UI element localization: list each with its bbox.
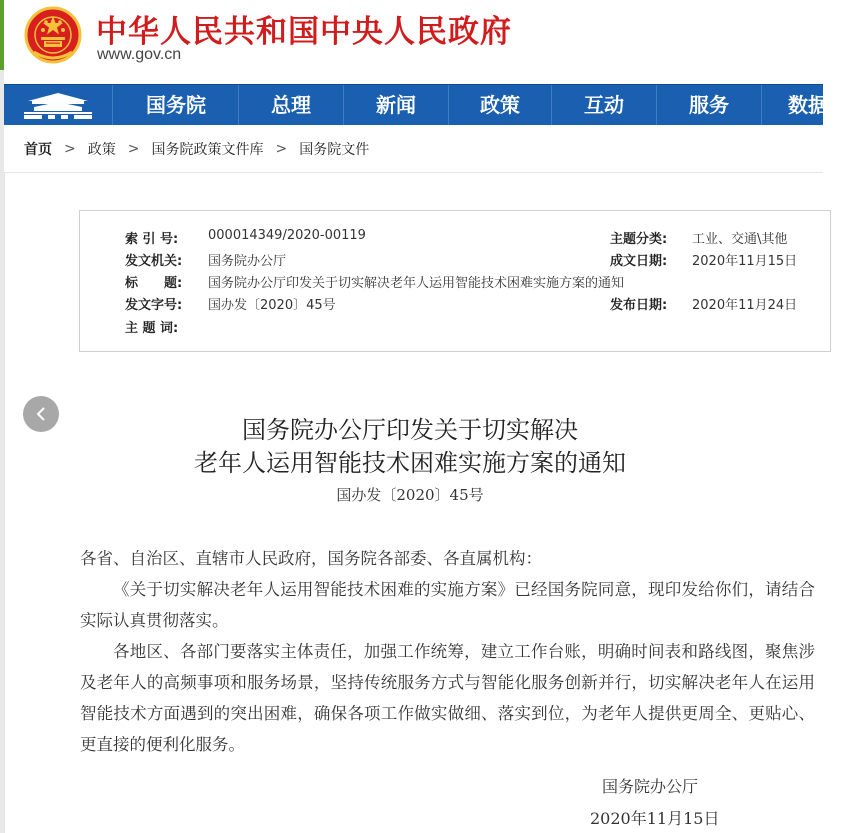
- document-title-line1: 国务院办公厅印发关于切实解决: [242, 416, 578, 444]
- signature-date: 2020年11月15日: [590, 809, 720, 828]
- breadcrumb-separator: >: [64, 141, 76, 157]
- nav-home-logo[interactable]: [4, 85, 113, 125]
- breadcrumb-separator: >: [275, 141, 288, 157]
- nav-item-services[interactable]: 服务: [657, 85, 762, 125]
- nav-item-premier[interactable]: 总理: [239, 85, 344, 125]
- breadcrumb-policy-library[interactable]: 国务院政策文件库: [151, 142, 264, 158]
- breadcrumb-home[interactable]: 首页: [24, 142, 52, 158]
- meta-published-label: 发布日期:: [610, 298, 668, 313]
- content-left-border: [4, 172, 5, 833]
- main-nav: [4, 84, 828, 125]
- breadcrumb-separator: >: [127, 141, 140, 157]
- nav-item-data[interactable]: 数据: [788, 93, 828, 117]
- document-body: [80, 543, 815, 760]
- document-salutation: 各省、自治区、直辖市人民政府，国务院各部委、各直属机构：: [80, 549, 542, 568]
- site-header: [4, 0, 823, 84]
- meta-keywords-label: 主 题 词:: [125, 321, 179, 336]
- tiananmen-icon: [20, 90, 96, 120]
- meta-docnum-value: 国办发〔2020〕45号: [208, 298, 336, 313]
- breadcrumb-policy[interactable]: 政策: [87, 142, 116, 158]
- signature-organization: 国务院办公厅: [602, 777, 699, 796]
- site-title[interactable]: 中华人民共和国中央人民政府: [96, 14, 512, 50]
- meta-title-value: 国务院办公厅印发关于切实解决老年人运用智能技术困难实施方案的通知: [208, 276, 625, 291]
- document-paragraph: 《关于切实解决老年人运用智能技术困难的实施方案》已经国务院同意，现印发给你们，请结合实际认真贯彻落实。: [80, 580, 815, 630]
- meta-topic-value: 工业、交通\其他: [692, 232, 788, 247]
- nav-item-state-council[interactable]: 国务院: [114, 85, 239, 125]
- meta-published-value: 2020年11月24日: [692, 298, 798, 313]
- meta-index-value: 000014349/2020-00119: [208, 228, 366, 243]
- previous-page-button[interactable]: [23, 396, 59, 432]
- document-title: [100, 414, 720, 480]
- meta-issuer-label: 发文机关:: [125, 254, 183, 269]
- meta-index-label: 索 引 号:: [125, 232, 179, 247]
- site-url: www.gov.cn: [97, 46, 182, 63]
- document-paragraph: 各地区、各部门要落实主体责任，加强工作统筹，建立工作台账，明确时间表和路线图，聚焦涉及老年人的高频事项和服务场景，坚持传统服务方式与智能化服务创新并行，切实解决老年人在运用智能技术方面遇到的突出困难，确保各项工作做实做细、落实到位，为老年人提供更周全、更贴心、更直接的便利化服务。: [80, 642, 815, 754]
- nav-item-news[interactable]: 新闻: [344, 85, 449, 125]
- breadcrumb-state-council-docs[interactable]: 国务院文件: [299, 142, 370, 158]
- breadcrumb: [24, 139, 369, 159]
- content-divider: [4, 172, 823, 173]
- meta-topic-label: 主题分类:: [610, 232, 668, 247]
- meta-issuer-value: 国务院办公厅: [208, 254, 287, 269]
- national-emblem-icon[interactable]: [24, 6, 82, 64]
- document-metadata-box: [79, 210, 831, 352]
- nav-item-policy[interactable]: 政策: [449, 85, 552, 125]
- meta-created-value: 2020年11月15日: [692, 254, 798, 269]
- document-number: 国办发〔2020〕45号: [336, 486, 484, 504]
- nav-item-interaction[interactable]: 互动: [552, 85, 657, 125]
- chevron-left-icon: [34, 406, 48, 422]
- meta-docnum-label: 发文字号:: [125, 298, 183, 313]
- document-title-line2: 老年人运用智能技术困难实施方案的通知: [194, 449, 626, 477]
- meta-title-label: 标 题:: [125, 276, 183, 291]
- meta-created-label: 成文日期:: [610, 254, 668, 269]
